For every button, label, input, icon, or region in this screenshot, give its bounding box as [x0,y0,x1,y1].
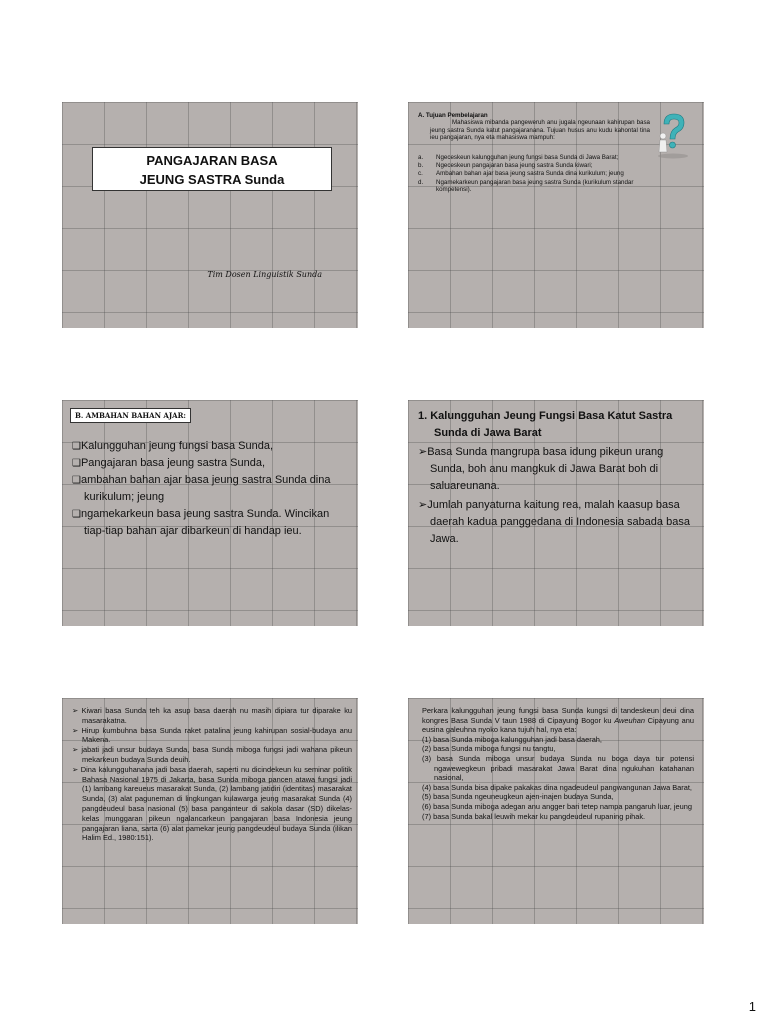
title-box [92,147,332,191]
checkbox-icon: ❑ [72,441,81,452]
list-letter: d. [418,178,424,186]
list-item [72,455,347,472]
title-line-1: PANGAJARAN BASA [146,153,278,168]
list-text: Pangajaran basa jeung sastra Sunda, [80,457,266,469]
intro-paragraph [422,706,694,735]
list-item: (3) basa Sunda miboga unsur budaya Sunda nu boga daya tur potensi ngawewegkeun pribadi masarakat Jawa Barat dina ngukuhan katahanan nasional, [422,753,694,783]
list-text: Ngeceskeun pangajaran basa jeung sastra Sunda kiwari; [436,162,593,170]
bullet-text: Hirup kumbuhna basa Sunda raket patalina jeung kahirupan sosial-budaya anu Makena. [81,725,352,745]
list-text: ngamekarkeun basa jeung sastra Sunda. Wincikan tiap-tiap bahan ajar dibarkeun di handap ieu. [80,508,330,537]
list-item [72,506,347,540]
arrow-bullet-icon: ➢ [72,706,79,715]
question-mark-figure-icon [654,112,692,160]
arrow-bullet-icon: ➢ [72,725,79,735]
list-letter: b. [418,162,424,170]
arrow-bullet-icon: ➢ [418,446,428,458]
list-text: Kalungguhan jeung fungsi basa Sunda, [80,440,274,452]
list-item [72,438,347,455]
scope-list [72,438,347,540]
list-item [418,162,650,169]
intro-text: Perkara kalungguhan jeung fungsi basa Sunda kungsi di tandeskeun deui dina kongres Basa Sunda V taun 1988 di Cipayung Bogor ku [422,706,694,725]
bullet-text: Kiwari basa Sunda teh ka asup basa daerah nu masih dipiara tur diparake ku masarakatna. [81,706,352,725]
bullet-text: Basa Sunda mangrupa basa idung pikeun urang Sunda, boh anu mangkuk di Jawa Barat boh di saluareunana. [427,446,664,492]
slide-congress-points [408,698,704,924]
list-item [72,472,347,506]
slide-title [62,102,358,328]
list-text: Ambahan bahan ajar basa jeung sastra Sunda dina kurikulum; jeung [436,170,624,178]
arrow-bullet-icon: ➢ [418,499,428,511]
list-letter: a. [418,153,424,161]
author-credit: Tim Dosen Linguistik Sunda [207,270,322,279]
list-item [418,179,650,194]
list-item: (1) basa Sunda miboga kalungguhan jadi basa daerah, [422,734,602,744]
list-item [418,170,650,177]
intro-italic: Aweuhan [614,715,645,725]
list-text: Ngeceskeun kalungguhan jeung fungsi basa Sunda di Jawa Barat; [436,153,619,161]
list-item: (2) basa Sunda miboga fungsi nu tangtu, [422,744,556,754]
list-item: (4) basa Sunda bisa dipake pakakas dina ngadeudeul pangwangunan Jawa Barat, [422,782,692,792]
list-item: (5) basa Sunda ngeuneugkeun ajen-inajen budaya Sunda, [422,792,614,802]
list-text: Ngamekarkeun pangajaran basa jeung sastra Sunda (kurikulum standar kompetensi). [436,178,634,194]
bullet-item [72,706,352,726]
bullet-item [418,497,700,548]
bullet-text: Dina kalungguhanana jadi basa daerah, saperti nu dicindekeun ku seminar politik Bahasa Nasional 1975 di Jakarta, basa Sunda miboga pancen atawa fungsi jadi (1) lambang kareueus masarakat Sunda, (2) lambang jatidiri (identitas) masarakat Sunda, (3) alat paguneman di lingkungan kulawarga jeung masarakat Sunda (4) pangdeudeul basa nasional (5) basa panganteur di sakola dasar (SD) dikelas-kelas munggaran pikeun ngalancarkeun pangajaran basa Indonesia jeung pangajaran liana, sarta (6) alat pamekar jeung pangdeudeul budaya Sunda (ilikan Halim Ed., 1980:151). [80,764,352,843]
checkbox-icon: ❑ [72,475,81,486]
list-item: (6) basa Sunda miboga adegan anu angger bari tetep nampa pangaruh luar, jeung [422,801,692,811]
arrow-bullet-icon: ➢ [72,764,79,774]
section-heading: B. AMBAHAN BAHAN AJAR: [70,408,191,423]
list-text: ambahan bahan ajar basa jeung sastra Sunda dina kurikulum; jeung [80,474,331,503]
arrow-bullet-icon: ➢ [72,745,79,755]
intro-text: Cipayung anu eusina galeuhna nyoko kana tujuh hal, nya eta: [422,715,694,735]
checkbox-icon: ❑ [72,509,81,520]
list-letter: c. [418,170,423,178]
title-line-2: JEUNG SASTRA Sunda [139,172,285,187]
list-item [418,154,650,161]
bullet-item [418,444,700,495]
bullet-item [72,726,352,746]
section-heading: 1. Kalungguhan Jeung Fungsi Basa Katut Sastra Sunda di Jawa Barat [418,410,673,439]
objective-list [418,154,650,194]
bullet-item [72,745,352,765]
bullet-text: Jumlah panyaturna kaitung rea, malah kaasup basa daerah kadua panggedana di Indonesia sabada basa Jawa. [427,499,690,545]
bullet-text: jabati jadi unsur budaya Sunda, basa Sunda miboga fungsi jadi wahana pikeun mekarkeun budaya Sunda deuih. [81,745,352,764]
section-heading: A. Tujuan Pembelajaran [418,112,488,119]
checkbox-icon: ❑ [72,458,81,469]
list-item: (7) basa Sunda bakal leuwih mekar ku pangdeudeul rupaning pihak. [422,811,646,821]
page-number: 1 [748,999,756,1014]
bullet-item [72,765,352,843]
slide-scope [62,400,358,626]
slide-objectives [408,102,704,328]
slide-position-function [408,400,704,626]
slide-current-status [62,698,358,924]
objective-paragraph: Mahasiswa mibanda pangeweruh anu jugala ngeunaan kahirupan basa jeung sastra Sunda katut pangajaranana. Tujuan husus anu kudu kahontal tina ieu pangajaran, nya eta mahasiswa mampuh: [430,119,650,142]
